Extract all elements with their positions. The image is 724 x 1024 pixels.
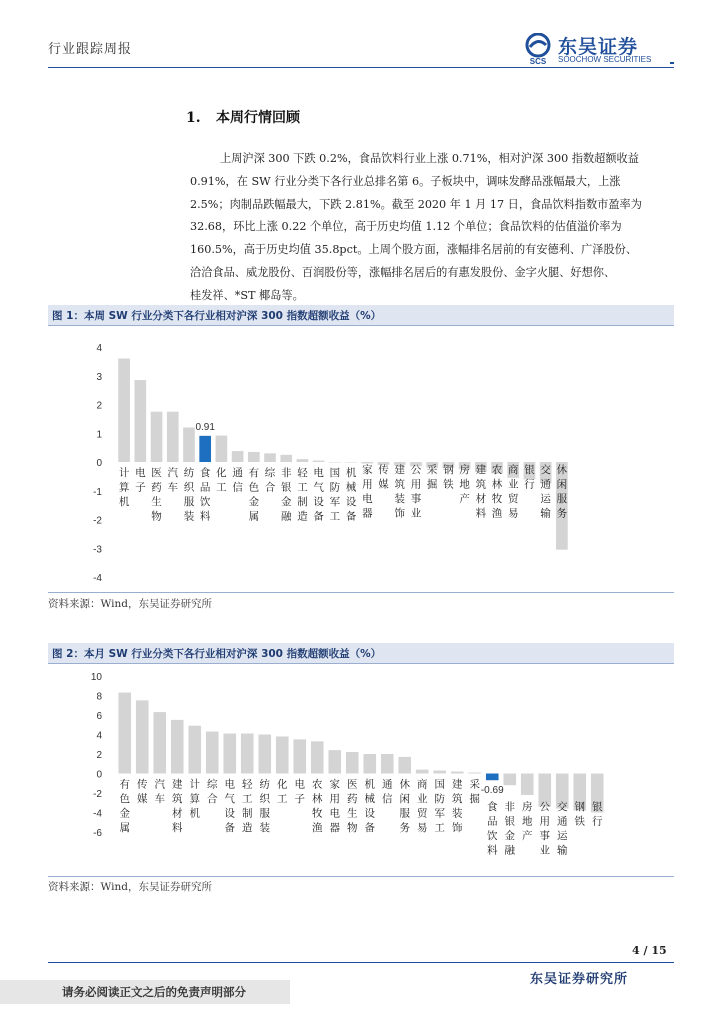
highlight-data-label: 0.91 bbox=[195, 421, 215, 433]
category-label-医药生物: 医药生物 bbox=[347, 778, 358, 834]
bar-采掘 bbox=[468, 773, 481, 774]
page-number: 4 / 15 bbox=[632, 944, 667, 957]
category-label-公用事业: 公用事业 bbox=[539, 801, 550, 857]
bar-纺织服装 bbox=[258, 735, 271, 774]
category-label-非银金融: 非银金融 bbox=[504, 801, 515, 857]
y-tick-label: -4 bbox=[93, 808, 102, 820]
category-label-休闲服务: 休闲服务 bbox=[556, 464, 568, 520]
market-review-paragraph bbox=[190, 148, 680, 308]
category-label-国防军工: 国防军工 bbox=[434, 778, 445, 834]
bar-有色金属 bbox=[118, 693, 131, 774]
y-tick-label: -4 bbox=[93, 573, 102, 584]
footer-organization: 东吴证券研究所 bbox=[530, 972, 629, 987]
paragraph-line: 0.91%，在 SW 行业分类下各行业总排名第 6。子板块中，调味发酵品涨幅最大，上涨 bbox=[190, 174, 621, 188]
category-label-商业贸易: 商业贸易 bbox=[417, 778, 428, 834]
figure1-caption-rule bbox=[48, 325, 674, 326]
bar-综合 bbox=[264, 453, 276, 462]
paragraph-line: 桂发祥、*ST 椰岛等。 bbox=[190, 288, 304, 302]
category-label-传媒: 传媒 bbox=[378, 464, 389, 491]
y-tick-label: 0 bbox=[96, 458, 102, 469]
category-label-轻工制造: 轻工制造 bbox=[242, 778, 253, 834]
figure2-bottom-rule bbox=[48, 876, 674, 877]
category-label-电气设备: 电气设备 bbox=[313, 467, 324, 523]
paragraph-line: 160.5%，高于历史均值 35.8pct。上周个股方面，涨幅排名居前的有安德利、广泽股份、 bbox=[190, 243, 638, 257]
category-label-银行: 银行 bbox=[592, 801, 603, 828]
bar-汽车 bbox=[153, 712, 166, 773]
figure2-chart bbox=[48, 666, 674, 876]
y-tick-label: -6 bbox=[93, 828, 102, 839]
bar-汽车 bbox=[167, 412, 179, 462]
section-heading bbox=[186, 107, 300, 127]
y-tick-label: 6 bbox=[96, 711, 102, 722]
category-label-公用事业: 公用事业 bbox=[410, 464, 422, 520]
bar-综合 bbox=[206, 732, 219, 774]
paragraph-line: 洽洽食品、威龙股份、百润股份等，涨幅排名居后的有惠发股份、金字火腿、好想你、 bbox=[190, 265, 616, 279]
category-label-计算机: 计算机 bbox=[118, 467, 130, 508]
category-label-钢铁: 钢铁 bbox=[443, 464, 454, 491]
bar-轻工制造 bbox=[297, 459, 309, 462]
bar-化工 bbox=[276, 736, 289, 773]
header-divider bbox=[48, 67, 674, 68]
figure1-bottom-rule bbox=[48, 592, 674, 593]
bar-传媒 bbox=[136, 700, 149, 773]
bar-非银金融 bbox=[503, 774, 516, 786]
category-label-机械设备: 机械设备 bbox=[345, 467, 357, 523]
category-label-建筑材料: 建筑材料 bbox=[172, 778, 183, 834]
figure2-caption: 图 2：本月 SW 行业分类下各行业相对沪深 300 指数超额收益（%） bbox=[48, 643, 674, 663]
bar-化工 bbox=[216, 436, 228, 462]
category-label-有色金属: 有色金属 bbox=[119, 778, 130, 834]
bar-建筑材料 bbox=[171, 720, 184, 774]
y-tick-label: -1 bbox=[93, 486, 102, 498]
paragraph-line: 32.68，环比上涨 0.22 个单位，高于历史均值 1.12 个单位；食品饮料的估值溢价率为 bbox=[190, 220, 622, 234]
highlight-data-label: -0.69 bbox=[480, 785, 504, 797]
category-label-电子: 电子 bbox=[135, 467, 146, 494]
bar-建筑装饰 bbox=[451, 772, 464, 774]
bar-电子 bbox=[134, 380, 146, 462]
bar-房地产 bbox=[521, 774, 534, 795]
category-label-交通运输: 交通运输 bbox=[557, 801, 568, 857]
category-label-农林牧渔: 农林牧渔 bbox=[491, 464, 503, 520]
category-label-纺织服装: 纺织服装 bbox=[259, 778, 270, 834]
figure2-source: 资料来源：Wind，东吴证券研究所 bbox=[48, 881, 212, 893]
brand-logo bbox=[522, 32, 672, 66]
logo-english-name: SOOCHOW SECURITIES bbox=[558, 55, 652, 64]
paragraph-line: 2.5%；肉制品跌幅最大，下跌 2.81%。截至 2020 年 1 月 17 日，食品饮料指数市盈率为 bbox=[190, 197, 642, 211]
category-label-电气设备: 电气设备 bbox=[224, 778, 235, 834]
y-tick-label: 3 bbox=[96, 371, 102, 383]
figure2-caption-rule bbox=[48, 663, 674, 664]
disclaimer-notice: 请务必阅读正文之后的免责声明部分 bbox=[0, 980, 290, 1004]
bar-有色金属 bbox=[248, 452, 260, 462]
category-label-钢铁: 钢铁 bbox=[574, 801, 585, 828]
logo-chinese-name: 东吴证券 bbox=[558, 36, 639, 58]
category-label-食品饮料: 食品饮料 bbox=[199, 467, 211, 523]
footer-divider bbox=[48, 962, 674, 963]
y-tick-label: 1 bbox=[96, 429, 102, 441]
category-label-建筑材料: 建筑材料 bbox=[475, 464, 487, 520]
soochow-logo-icon bbox=[522, 33, 554, 65]
figure1-caption: 图 1：本周 SW 行业分类下各行业相对沪深 300 指数超额收益（%） bbox=[48, 305, 674, 325]
bar-计算机 bbox=[118, 359, 130, 463]
category-label-银行: 银行 bbox=[524, 464, 535, 491]
paragraph-line: 上周沪深 300 下跌 0.2%，食品饮料行业上涨 0.71%，相对沪深 300 指数超额收益 bbox=[220, 152, 639, 165]
bar-计算机 bbox=[188, 726, 201, 774]
y-tick-label: 2 bbox=[96, 750, 102, 761]
category-label-休闲服务: 休闲服务 bbox=[399, 778, 410, 834]
category-label-有色金属: 有色金属 bbox=[248, 467, 260, 523]
bar-休闲服务 bbox=[398, 757, 411, 774]
category-label-农林牧渔: 农林牧渔 bbox=[312, 778, 323, 834]
category-label-计算机: 计算机 bbox=[189, 778, 200, 820]
bar-国防军工 bbox=[329, 462, 341, 463]
bar-轻工制造 bbox=[241, 734, 254, 774]
bar-通信 bbox=[232, 451, 244, 462]
category-label-房地产: 房地产 bbox=[522, 801, 533, 842]
category-label-医药生物: 医药生物 bbox=[151, 467, 162, 523]
header-accent bbox=[670, 62, 674, 64]
logo-abbr: SCS bbox=[529, 57, 547, 65]
y-tick-label: 8 bbox=[96, 691, 102, 703]
bar-通信 bbox=[381, 754, 394, 774]
category-label-电子: 电子 bbox=[294, 778, 305, 805]
y-tick-label: 2 bbox=[96, 400, 102, 412]
category-label-采掘: 采掘 bbox=[469, 778, 480, 805]
bar-家用电器 bbox=[328, 750, 341, 773]
bar-电子 bbox=[293, 739, 306, 773]
y-tick-label: 4 bbox=[96, 730, 102, 742]
category-label-商业贸易: 商业贸易 bbox=[508, 464, 519, 520]
category-label-通信: 通信 bbox=[382, 778, 393, 805]
category-label-机械设备: 机械设备 bbox=[364, 778, 375, 834]
category-label-化工: 化工 bbox=[216, 467, 227, 494]
category-label-纺织服装: 纺织服装 bbox=[183, 467, 195, 523]
category-label-采掘: 采掘 bbox=[426, 464, 438, 491]
category-label-非银金融: 非银金融 bbox=[281, 467, 292, 523]
category-label-建筑装饰: 建筑装饰 bbox=[452, 778, 463, 834]
category-label-食品饮料: 食品饮料 bbox=[487, 801, 498, 857]
category-label-房地产: 房地产 bbox=[459, 464, 470, 505]
bar-医药生物 bbox=[151, 412, 163, 462]
category-label-通信: 通信 bbox=[232, 467, 243, 494]
category-label-交通运输: 交通运输 bbox=[540, 464, 551, 520]
bar-电气设备 bbox=[313, 461, 325, 462]
figure1-chart bbox=[48, 330, 674, 592]
bar-国防军工 bbox=[433, 771, 446, 774]
bar-医药生物 bbox=[346, 752, 359, 773]
y-tick-label: 0 bbox=[96, 769, 102, 781]
category-label-家用电器: 家用电器 bbox=[329, 778, 340, 834]
category-label-汽车: 汽车 bbox=[167, 467, 178, 494]
category-label-传媒: 传媒 bbox=[137, 778, 148, 805]
bar-商业贸易 bbox=[416, 770, 429, 774]
report-type-label: 行业跟踪周报 bbox=[48, 42, 133, 57]
y-tick-label: 10 bbox=[90, 672, 102, 683]
section-number: 1. bbox=[186, 110, 201, 126]
bar-农林牧渔 bbox=[311, 741, 324, 773]
category-label-轻工制造: 轻工制造 bbox=[297, 467, 308, 523]
bar-机械设备 bbox=[363, 754, 376, 774]
bar-纺织服装 bbox=[183, 428, 195, 463]
figure1-source: 资料来源：Wind，东吴证券研究所 bbox=[48, 598, 212, 610]
y-tick-label: -3 bbox=[93, 544, 102, 556]
bar-食品饮料 bbox=[199, 436, 211, 462]
section-title: 本周行情回顾 bbox=[216, 110, 300, 126]
category-label-综合: 综合 bbox=[207, 778, 218, 805]
y-tick-label: -2 bbox=[93, 789, 102, 800]
category-label-汽车: 汽车 bbox=[154, 778, 165, 805]
bar-机械设备 bbox=[345, 462, 357, 463]
category-label-国防军工: 国防军工 bbox=[329, 467, 341, 523]
category-label-家用电器: 家用电器 bbox=[362, 464, 373, 520]
category-label-建筑装饰: 建筑装饰 bbox=[394, 464, 405, 520]
category-label-综合: 综合 bbox=[264, 467, 276, 494]
category-label-化工: 化工 bbox=[277, 778, 288, 805]
bar-电气设备 bbox=[223, 734, 236, 774]
bar-食品饮料 bbox=[486, 774, 499, 781]
y-tick-label: 4 bbox=[96, 343, 102, 354]
bar-非银金融 bbox=[280, 455, 292, 462]
y-tick-label: -2 bbox=[93, 515, 102, 527]
